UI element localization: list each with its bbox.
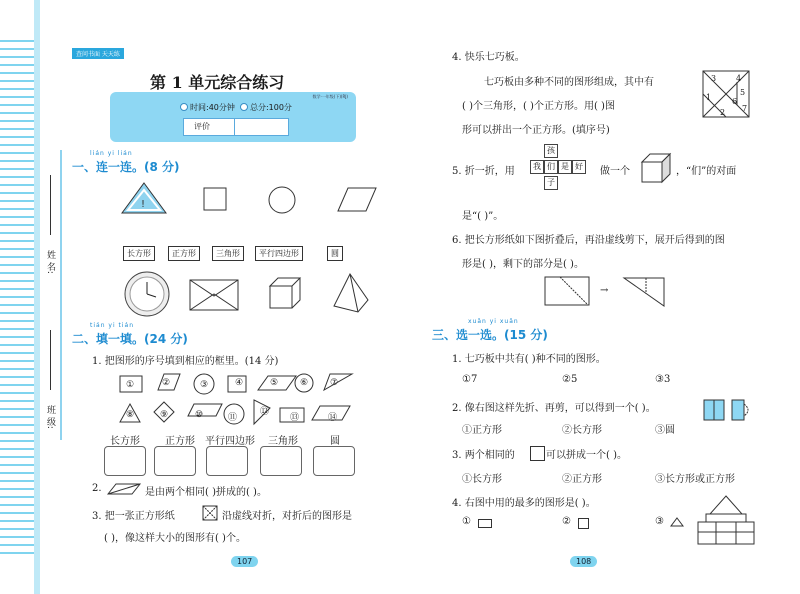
spine-stripe: [0, 152, 34, 154]
spine-stripe: [0, 504, 34, 506]
c4-option[interactable]: ③: [655, 516, 664, 527]
spine-stripe: [0, 264, 34, 266]
spine-stripe: [0, 512, 34, 514]
c2-option[interactable]: ①正方形: [462, 425, 502, 436]
q1-text: 1. 把图形的序号填到相应的框里。(14 分): [92, 356, 279, 367]
c2-option[interactable]: ③圆: [655, 425, 675, 436]
building-blocks-icon: [696, 494, 760, 546]
spine-stripe: [0, 112, 34, 114]
spine-class-label: 班 级:: [45, 405, 55, 429]
category-rectangle: 长方形: [110, 436, 140, 447]
spine-stripe: [0, 128, 34, 130]
spine-stripe: [0, 392, 34, 394]
net-cell: 好: [572, 160, 586, 174]
page-number-right: 108: [570, 556, 597, 567]
connect-objects-row: [122, 270, 382, 320]
q5-text-c: ，“们”的对面: [676, 166, 737, 177]
spine-stripe: [0, 272, 34, 274]
q3-text-c: ( )，像这样大小的图形有( )个。: [104, 533, 246, 544]
spine-stripe: [0, 136, 34, 138]
shape-number: ⑥: [300, 378, 309, 388]
category-triangle: 三角形: [268, 436, 298, 447]
score-label: 总分:100分: [249, 103, 292, 112]
spine-stripe: [0, 296, 34, 298]
spine-stripe: [0, 232, 34, 234]
spine-stripe: [0, 104, 34, 106]
shape-number: ①: [126, 380, 135, 390]
shape-number: ⑧: [126, 410, 135, 420]
spine-stripe: [0, 464, 34, 466]
spine-stripe: [0, 304, 34, 306]
q5-text-d: 是“( )”。: [462, 211, 504, 222]
class-line: [50, 330, 51, 390]
spine-stripe: [0, 72, 34, 74]
c3-option[interactable]: ③长方形或正方形: [655, 474, 735, 485]
small-square-icon: [530, 446, 545, 461]
net-cell: 们: [544, 160, 558, 174]
answer-box-circle[interactable]: [313, 446, 355, 476]
spine-stripe: [0, 408, 34, 410]
parallelogram-shape: [338, 188, 376, 211]
q1-shapes: [118, 372, 363, 428]
spine-stripe: [0, 280, 34, 282]
page-title: 第 1 单元综合练习: [150, 73, 285, 92]
shape-number: ②: [162, 378, 171, 388]
spine-stripe: [0, 288, 34, 290]
connect-shapes-row: [120, 180, 380, 225]
square-shape: [204, 188, 226, 210]
q4-line-a: 七巧板由多种不同的图形组成，其中有: [484, 77, 654, 88]
spine-stripe: [0, 168, 34, 170]
pyramid-icon: [334, 274, 368, 312]
spine-line: [60, 150, 62, 440]
spine-stripe: [0, 416, 34, 418]
spine-stripe: [0, 352, 34, 354]
cube-3d-icon: [640, 152, 672, 184]
spine-stripe: [0, 472, 34, 474]
spine-stripe: [0, 448, 34, 450]
net-cell: 孩: [544, 144, 558, 158]
spine-stripe: [0, 176, 34, 178]
q5-text-b: 做一个: [600, 166, 630, 177]
spine-stripe: [0, 328, 34, 330]
shape-number: ⑬: [290, 413, 300, 423]
spine-stripe: [0, 248, 34, 250]
label-parallelogram: 平行四边形: [255, 246, 303, 261]
score-dot-icon: [240, 103, 248, 111]
header-small: 数学·一年级(下)(RJ): [312, 94, 348, 99]
category-circle: 圆: [330, 436, 340, 447]
section2-pinyin: tián yi tián: [90, 322, 135, 329]
time-label: 时间:40分钟: [190, 103, 235, 112]
spine-stripe: [0, 528, 34, 530]
cube-icon: [270, 278, 300, 308]
spine-name-label: 姓 名:: [45, 250, 55, 274]
shape-number: ④: [235, 378, 244, 388]
tangram-number: 7: [742, 104, 748, 113]
c3-option[interactable]: ②正方形: [562, 474, 602, 485]
spine-stripe: [0, 64, 34, 66]
q2-text: 是由两个相同( )拼成的( )。: [145, 487, 267, 498]
q5-text-a: 5. 折一折，用: [452, 166, 515, 177]
spine-stripe: [0, 488, 34, 490]
spine-stripe: [0, 424, 34, 426]
envelope-icon: [190, 280, 238, 310]
c4-option[interactable]: ②: [562, 516, 571, 527]
spine-stripe: [0, 520, 34, 522]
page-number-left: 107: [231, 556, 258, 567]
category-square: 正方形: [165, 436, 195, 447]
net-cell: 子: [544, 176, 558, 190]
svg-text:!: !: [141, 199, 146, 210]
category-parallelogram: 平行四边形: [205, 436, 255, 447]
section3-title: 三、选一选。(15 分): [432, 328, 548, 342]
time-dot-icon: [180, 103, 188, 111]
spine-stripe: [0, 208, 34, 210]
folded-square-icon: [202, 505, 218, 521]
parallelogram-split-icon: [106, 482, 142, 496]
label-square: 正方形: [168, 246, 200, 261]
c2-text: 2. 像右图这样先折、再剪，可以得到一个( )。: [452, 403, 656, 414]
spine-stripe: [0, 400, 34, 402]
shape-number: ⑭: [328, 413, 338, 423]
spine-stripe: [0, 544, 34, 546]
circle-shape: [269, 187, 295, 213]
arrow: →: [600, 285, 609, 296]
section3-pinyin: xuǎn yi xuǎn: [468, 318, 519, 325]
shape-number: ⑦: [330, 378, 339, 388]
tangram-number: 1: [706, 93, 712, 102]
triangle-option-icon: [670, 517, 684, 527]
spine-stripe: [0, 200, 34, 202]
spine-stripe: [0, 48, 34, 50]
shape-number: ⑨: [160, 410, 169, 420]
answer-box-rectangle[interactable]: [104, 446, 146, 476]
c3-text-a: 3. 两个相同的: [452, 450, 515, 461]
spine-stripe: [0, 120, 34, 122]
spine-stripe: [0, 240, 34, 242]
q6-text-a: 6. 把长方形纸如下图折叠后，再沿虚线剪下，展开后得到的图: [452, 235, 725, 246]
net-cell: 是: [558, 160, 572, 174]
c4-option[interactable]: ①: [462, 516, 471, 527]
spine-stripe: [0, 224, 34, 226]
spine-stripe: [0, 384, 34, 386]
spine-stripe: [0, 192, 34, 194]
tangram-number: 4: [736, 74, 742, 83]
tangram-number: 3: [711, 74, 717, 83]
label-circle: 圆: [327, 246, 343, 261]
spine-band: [34, 0, 40, 594]
rectangle-option-icon: [478, 519, 492, 528]
time-score-row: [180, 102, 292, 113]
fold-cut-icon: [702, 396, 754, 424]
spine-stripe: [0, 344, 34, 346]
spine-stripe: [0, 184, 34, 186]
q3-text-a: 3. 把一张正方形纸: [92, 511, 175, 522]
section1-title: 一、连一连。(8 分): [72, 160, 180, 174]
spine-stripe: [0, 216, 34, 218]
tangram-number: 2: [720, 108, 726, 117]
section2-title: 二、填一填。(24 分): [72, 332, 188, 346]
c1-text: 1. 七巧板中共有( )种不同的图形。: [452, 354, 606, 365]
spine-stripe: [0, 376, 34, 378]
label-rectangle: 长方形: [123, 246, 155, 261]
spine-stripe: [0, 360, 34, 362]
shape-number: ⑫: [260, 407, 270, 417]
c1-option[interactable]: ③3: [655, 374, 671, 385]
spine-stripe: [0, 80, 34, 82]
c3-option[interactable]: ①长方形: [462, 474, 502, 485]
c2-option[interactable]: ②长方形: [562, 425, 602, 436]
section1-pinyin: lián yi lián: [90, 150, 133, 157]
spine-stripe: [0, 496, 34, 498]
spine-stripe: [0, 256, 34, 258]
series-tag: 查问书面 天天练: [72, 48, 124, 59]
spine-stripe: [0, 160, 34, 162]
grade-label: 评价: [194, 122, 210, 131]
q3-text-b: 沿虚线对折，对折后的图形是: [222, 511, 352, 522]
spine-stripe: [0, 312, 34, 314]
spine-stripe: [0, 40, 34, 42]
tangram-number: 5: [740, 88, 746, 97]
q4-line-c: 形可以拼出一个正方形。(填序号): [462, 125, 610, 136]
c3-text-b: 可以拼成一个( )。: [546, 450, 627, 461]
spine-stripe: [0, 320, 34, 322]
answer-box-square[interactable]: [154, 446, 196, 476]
shape-number: ⑩: [195, 410, 204, 420]
q2-number: 2.: [92, 483, 102, 494]
spine-stripe: [0, 96, 34, 98]
cut-shape-icon: [622, 276, 668, 308]
spine-stripe: [0, 144, 34, 146]
spine-stripe: [0, 480, 34, 482]
info-box: [110, 92, 356, 142]
binding-spine: [0, 0, 70, 594]
q4-title: 4. 快乐七巧板。: [452, 52, 525, 63]
spine-stripe: [0, 440, 34, 442]
shape-number: ⑤: [270, 378, 279, 388]
c1-option[interactable]: ①7: [462, 374, 478, 385]
spine-stripe: [0, 368, 34, 370]
spine-stripe: [0, 432, 34, 434]
net-cell: 我: [530, 160, 544, 174]
label-triangle: 三角形: [212, 246, 244, 261]
spine-stripe: [0, 456, 34, 458]
name-line: [50, 175, 51, 235]
clock-icon: [125, 272, 169, 316]
folded-rect-icon: [544, 276, 590, 306]
triangle-sign-icon: [122, 183, 166, 213]
spine-stripe: [0, 536, 34, 538]
answer-box-parallelogram[interactable]: [206, 446, 248, 476]
grade-field[interactable]: [183, 118, 289, 136]
spine-stripe: [0, 336, 34, 338]
square-option-icon: [578, 518, 589, 529]
tangram-number: 6: [732, 97, 738, 106]
c4-text: 4. 右图中用的最多的图形是( )。: [452, 498, 596, 509]
answer-box-triangle[interactable]: [260, 446, 302, 476]
spine-stripe: [0, 56, 34, 58]
shape-number: ⑪: [228, 413, 238, 423]
c1-option[interactable]: ②5: [562, 374, 578, 385]
q4-line-b: ( )个三角形，( )个正方形。用( )图: [462, 101, 615, 112]
q6-text-b: 形是( )，剩下的部分是( )。: [462, 259, 584, 270]
spine-stripe: [0, 552, 34, 554]
shape-number: ③: [200, 380, 209, 390]
spine-stripe: [0, 88, 34, 90]
